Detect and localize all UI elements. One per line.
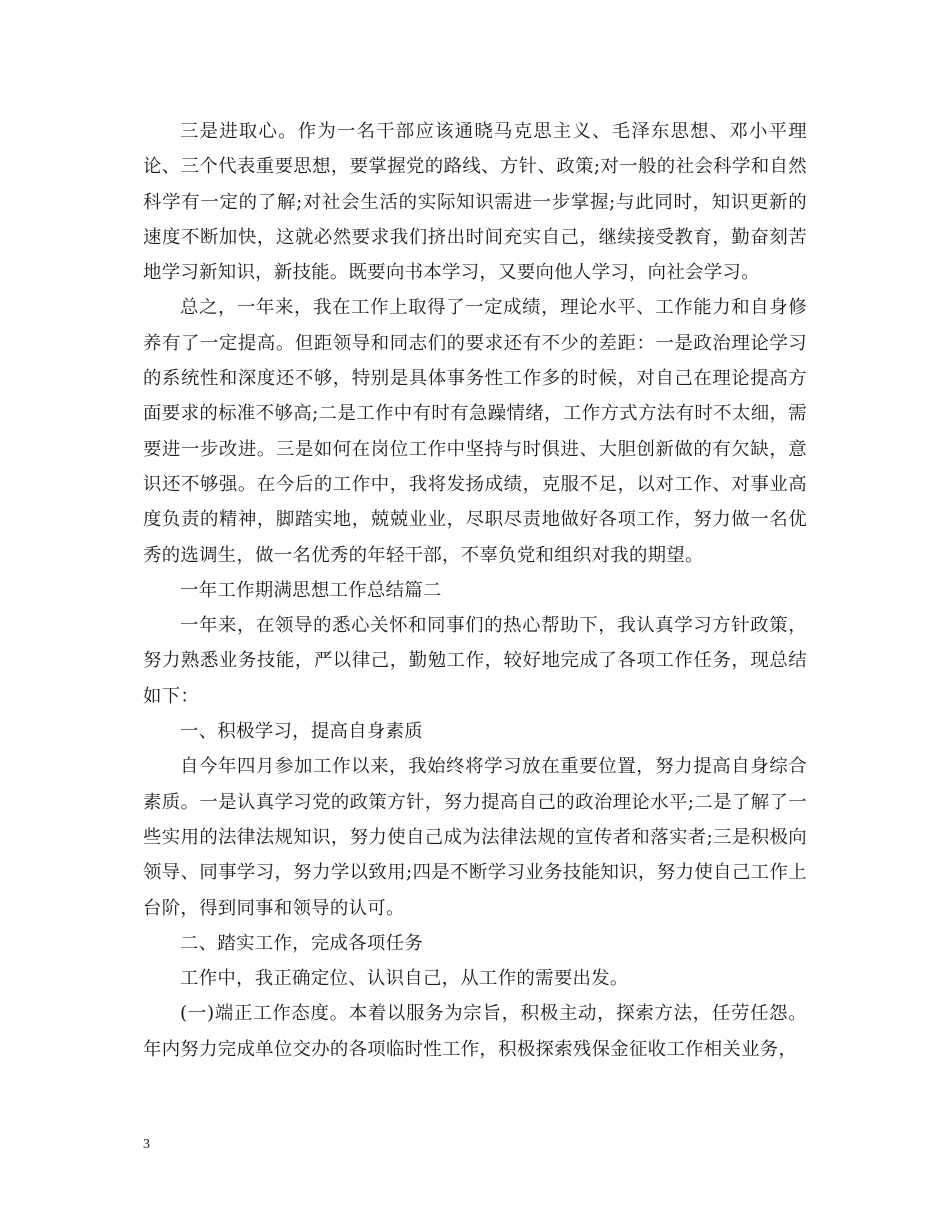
paragraph-summary: 总之，一年来，我在工作上取得了一定成绩，理论水平、工作能力和自身修养有了一定提高。但距领导和同志们的要求还有不少的差距：一是政治理论学习的系统性和深度还不够，特别是具体事务性工作多的时候，对自己在理论提高方面要求的标准不够高;二是工作中有时有急躁情绪，工作方式方法有时不太细，需要进一步改进。三是如何在岗位工作中坚持与时俱进、大胆创新做的有欠缺，意识还不够强。在今后的工作中，我将发扬成绩，克服不足，以对工作、对事业高度负责的精神，脚踏实地，兢兢业业，尽职尽责地做好各项工作，努力做一名优秀的选调生，做一名优秀的年轻干部，不辜负党和组织对我的期望。 [143,297,807,566]
paragraph-study: 自今年四月参加工作以来，我始终将学习放在重要位置，努力提高自身综合素质。一是认真学习党的政策方针，努力提高自己的政治理论水平;二是了解了一些实用的法律法规知识，努力使自己成为法律法规的宣传者和落实者;三是积极向领导、同事学习，努力学以致用;四是不断学习业务技能知识，努力使自己工作上台阶，得到同事和领导的认可。 [143,756,807,919]
paragraph-progressive-spirit: 三是进取心。作为一名干部应该通晓马克思主义、毛泽东思想、邓小平理论、三个代表重要思想，要掌握党的路线、方针、政策;对一般的社会科学和自然科学有一定的了解;对社会生活的实际知识需进一步掌握;与此同时，知识更新的速度不断加快，这就必然要求我们挤出时间充实自己，继续接受教育，勤奋刻苦地学习新知识，新技能。既要向书本学习，又要向他人学习，向社会学习。 [143,121,807,284]
paragraph-work-intro: 工作中，我正确定位、认识自己，从工作的需要出发。 [180,968,629,990]
section-title-part-two: 一年工作期满思想工作总结篇二 [180,579,442,601]
heading-study: 一、积极学习，提高自身素质 [180,721,423,743]
document-body [143,114,807,1067]
paragraph-intro: 一年来，在领导的悉心关怀和同事们的热心帮助下，我认真学习方针政策，努力熟悉业务技能，严以律己，勤勉工作，较好地完成了各项工作任务，现总结如下： [143,615,807,707]
page-number: 3 [143,1137,150,1152]
heading-work: 二、踏实工作，完成各项任务 [180,932,423,954]
paragraph-work-attitude: (一)端正工作态度。本着以服务为宗旨，积极主动，探索方法，任劳任怨。年内努力完成单位交办的各项临时性工作，积极探索残保金征收工作相关业务， [143,1003,807,1060]
